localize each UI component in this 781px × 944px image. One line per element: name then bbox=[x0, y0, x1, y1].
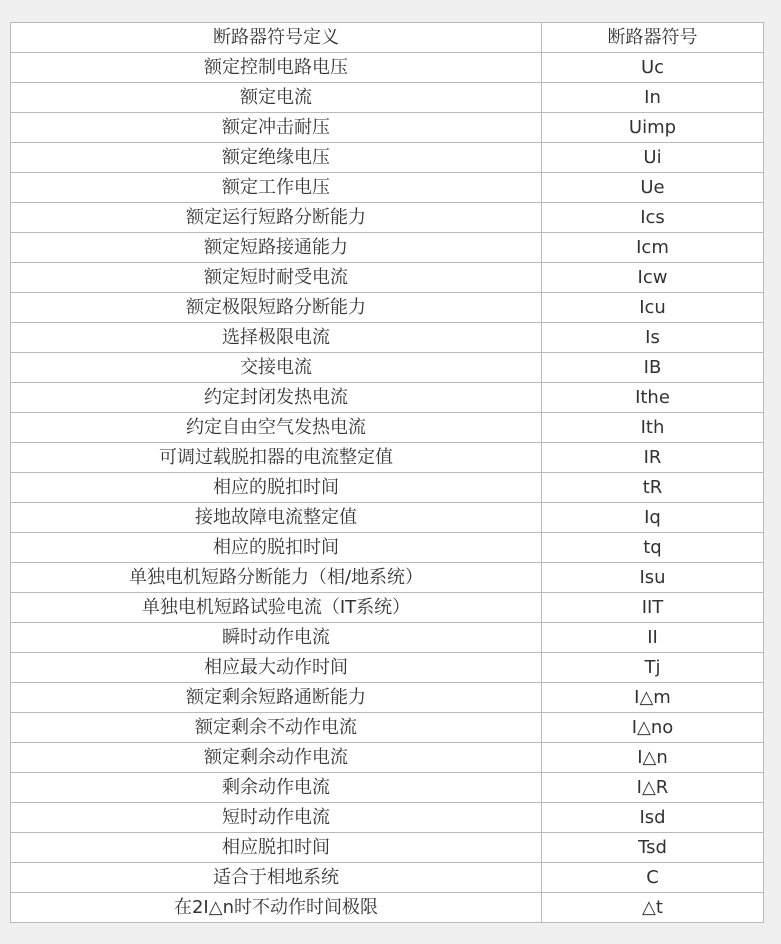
definition-cell: 额定剩余不动作电流 bbox=[11, 713, 542, 743]
table-row bbox=[11, 713, 764, 743]
symbol-cell: Uimp bbox=[542, 113, 764, 143]
definition-cell: 额定极限短路分断能力 bbox=[11, 293, 542, 323]
header-symbol: 断路器符号 bbox=[542, 23, 764, 53]
symbol-cell: IB bbox=[542, 353, 764, 383]
table-row bbox=[11, 773, 764, 803]
table-row bbox=[11, 623, 764, 653]
table-header-row bbox=[11, 23, 764, 53]
definition-cell: 瞬时动作电流 bbox=[11, 623, 542, 653]
table-row bbox=[11, 443, 764, 473]
definition-cell: 额定短路接通能力 bbox=[11, 233, 542, 263]
table-row bbox=[11, 233, 764, 263]
symbol-cell: Ue bbox=[542, 173, 764, 203]
symbol-cell: C bbox=[542, 863, 764, 893]
symbol-cell: IR bbox=[542, 443, 764, 473]
symbol-cell: Icw bbox=[542, 263, 764, 293]
table-row bbox=[11, 353, 764, 383]
definition-cell: 单独电机短路试验电流（IT系统） bbox=[11, 593, 542, 623]
symbol-cell: Isd bbox=[542, 803, 764, 833]
symbol-cell: tR bbox=[542, 473, 764, 503]
table-row bbox=[11, 533, 764, 563]
table-row bbox=[11, 473, 764, 503]
symbol-cell: △t bbox=[542, 893, 764, 923]
definition-cell: 短时动作电流 bbox=[11, 803, 542, 833]
table-row bbox=[11, 563, 764, 593]
table-row bbox=[11, 653, 764, 683]
table-body bbox=[11, 53, 764, 923]
symbol-cell: Ui bbox=[542, 143, 764, 173]
definition-cell: 选择极限电流 bbox=[11, 323, 542, 353]
definition-cell: 额定工作电压 bbox=[11, 173, 542, 203]
table-row bbox=[11, 803, 764, 833]
table-row bbox=[11, 863, 764, 893]
symbol-cell: In bbox=[542, 83, 764, 113]
table-row bbox=[11, 263, 764, 293]
table-row bbox=[11, 893, 764, 923]
definition-cell: 约定自由空气发热电流 bbox=[11, 413, 542, 443]
definition-cell: 可调过载脱扣器的电流整定值 bbox=[11, 443, 542, 473]
symbol-cell: Icu bbox=[542, 293, 764, 323]
definition-cell: 额定运行短路分断能力 bbox=[11, 203, 542, 233]
table-row bbox=[11, 683, 764, 713]
definition-cell: 额定冲击耐压 bbox=[11, 113, 542, 143]
table-row bbox=[11, 743, 764, 773]
table-row bbox=[11, 383, 764, 413]
table-row bbox=[11, 53, 764, 83]
definition-cell: 单独电机短路分断能力（相/地系统） bbox=[11, 563, 542, 593]
symbol-cell: Ics bbox=[542, 203, 764, 233]
breaker-symbol-table bbox=[10, 22, 764, 923]
symbol-cell: II bbox=[542, 623, 764, 653]
symbol-cell: Iq bbox=[542, 503, 764, 533]
definition-cell: 额定剩余动作电流 bbox=[11, 743, 542, 773]
table-row bbox=[11, 413, 764, 443]
definition-cell: 额定控制电路电压 bbox=[11, 53, 542, 83]
table-row bbox=[11, 593, 764, 623]
definition-cell: 相应的脱扣时间 bbox=[11, 473, 542, 503]
definition-cell: 适合于相地系统 bbox=[11, 863, 542, 893]
definition-cell: 额定剩余短路通断能力 bbox=[11, 683, 542, 713]
header-definition: 断路器符号定义 bbox=[11, 23, 542, 53]
symbol-cell: Uc bbox=[542, 53, 764, 83]
table-row bbox=[11, 173, 764, 203]
table-row bbox=[11, 113, 764, 143]
table-row bbox=[11, 833, 764, 863]
definition-cell: 额定短时耐受电流 bbox=[11, 263, 542, 293]
table-row bbox=[11, 323, 764, 353]
symbol-cell: Tj bbox=[542, 653, 764, 683]
definition-cell: 相应的脱扣时间 bbox=[11, 533, 542, 563]
definition-cell: 相应脱扣时间 bbox=[11, 833, 542, 863]
table-row bbox=[11, 83, 764, 113]
symbol-cell: Isu bbox=[542, 563, 764, 593]
definition-cell: 额定电流 bbox=[11, 83, 542, 113]
symbol-cell: I△R bbox=[542, 773, 764, 803]
symbol-cell: IIT bbox=[542, 593, 764, 623]
definition-cell: 交接电流 bbox=[11, 353, 542, 383]
table-row bbox=[11, 203, 764, 233]
symbol-cell: Tsd bbox=[542, 833, 764, 863]
symbol-cell: Ith bbox=[542, 413, 764, 443]
symbol-cell: tq bbox=[542, 533, 764, 563]
definition-cell: 约定封闭发热电流 bbox=[11, 383, 542, 413]
definition-cell: 额定绝缘电压 bbox=[11, 143, 542, 173]
table-row bbox=[11, 503, 764, 533]
definition-cell: 接地故障电流整定值 bbox=[11, 503, 542, 533]
symbol-cell: Is bbox=[542, 323, 764, 353]
symbol-table-container bbox=[10, 22, 763, 923]
symbol-cell: I△n bbox=[542, 743, 764, 773]
table-row bbox=[11, 293, 764, 323]
definition-cell: 在2I△n时不动作时间极限 bbox=[11, 893, 542, 923]
symbol-cell: I△no bbox=[542, 713, 764, 743]
table-row bbox=[11, 143, 764, 173]
symbol-cell: Icm bbox=[542, 233, 764, 263]
symbol-cell: Ithe bbox=[542, 383, 764, 413]
symbol-cell: I△m bbox=[542, 683, 764, 713]
definition-cell: 相应最大动作时间 bbox=[11, 653, 542, 683]
definition-cell: 剩余动作电流 bbox=[11, 773, 542, 803]
